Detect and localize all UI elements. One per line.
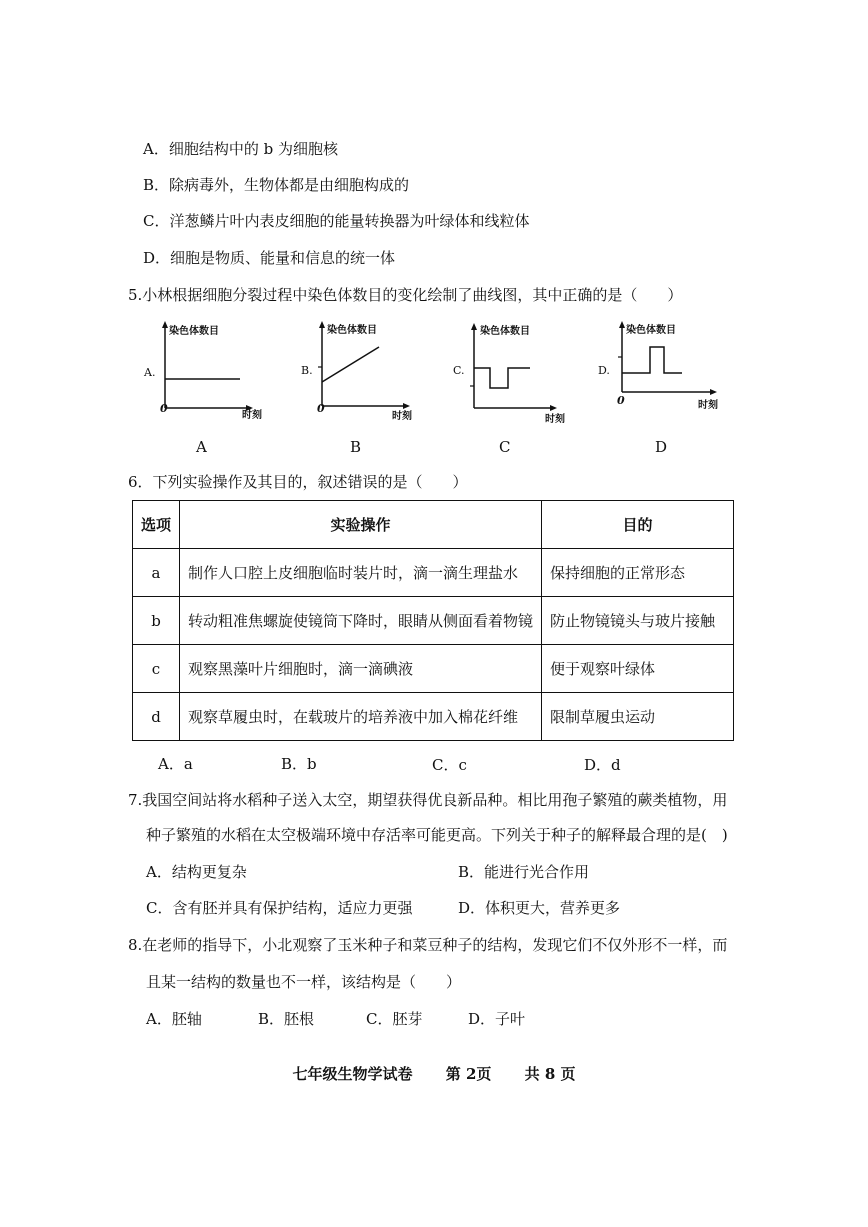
q4-option-d: D．细胞是物质、能量和信息的统一体 — [143, 249, 396, 267]
graph-b-x-label: 时刻 — [392, 411, 412, 422]
graph-d-origin: 0 — [617, 394, 625, 407]
table-header-row — [133, 501, 734, 549]
q4-option-b: B．除病毒外，生物体都是由细胞构成的 — [143, 176, 410, 194]
q4-option-c: C．洋葱鳞片叶内表皮细胞的能量转换器为叶绿体和线粒体 — [143, 212, 530, 230]
graph-d — [598, 320, 728, 420]
q7-option-b: B．能进行光合作用 — [458, 863, 590, 881]
q6-option-b: B．b — [281, 755, 317, 773]
table-cell-operation: 制作人口腔上皮细胞临时装片时，滴一滴生理盐水 — [180, 549, 542, 597]
graph-b — [297, 320, 427, 420]
footer-total-pages: 共 8 页 — [524, 1065, 576, 1083]
q8-option-b: B．胚根 — [258, 1010, 315, 1028]
q6-table — [132, 500, 734, 741]
q7-stem-line1: 7.我国空间站将水稻种子送入太空，期望获得优良新品种。相比用孢子繁殖的蕨类植物，用 — [128, 791, 728, 809]
table-cell-operation: 观察黑藻叶片细胞时，滴一滴碘液 — [180, 645, 542, 693]
table-row — [133, 549, 734, 597]
graph-c-plot — [452, 322, 582, 422]
q6-stem: 6．下列实验操作及其目的，叙述错误的是（ ） — [128, 473, 468, 491]
graph-a-label: A. — [144, 366, 156, 379]
table-cell-purpose: 保持细胞的正常形态 — [542, 549, 734, 597]
table-cell-option: b — [133, 597, 180, 645]
graph-a — [140, 320, 270, 420]
q7-option-d: D．体积更大，营养更多 — [458, 899, 621, 917]
table-cell-option: d — [133, 693, 180, 741]
graph-a-y-label: 染色体数目 — [169, 326, 219, 337]
q4-option-a: A．细胞结构中的 b 为细胞核 — [143, 140, 338, 158]
graph-a-x-label: 时刻 — [242, 410, 262, 421]
q6-option-a: A．a — [158, 755, 193, 773]
table-cell-operation: 转动粗准焦螺旋使镜筒下降时，眼睛从侧面看着物镜 — [180, 597, 542, 645]
q6-option-d: D．d — [584, 756, 621, 774]
table-row — [133, 645, 734, 693]
q5-stem: 5.小林根据细胞分裂过程中染色体数目的变化绘制了曲线图，其中正确的是（ ） — [128, 286, 683, 304]
table-cell-purpose: 防止物镜镜头与玻片接触 — [542, 597, 734, 645]
q7-option-a: A．结构更复杂 — [146, 863, 247, 881]
q8-option-c: C．胚芽 — [366, 1010, 423, 1028]
footer-title: 七年级生物学试卷 — [292, 1065, 413, 1083]
graph-a-caption: A — [196, 438, 207, 456]
table-row — [133, 693, 734, 741]
q7-stem-line2: 种子繁殖的水稻在太空极端环境中存活率可能更高。下列关于种子的解释最合理的是( ) — [146, 826, 728, 844]
graph-d-x-label: 时刻 — [698, 400, 718, 411]
q8-option-d: D．子叶 — [468, 1010, 526, 1028]
graph-c-y-label: 染色体数目 — [480, 326, 530, 337]
graph-c — [452, 322, 582, 425]
table-cell-operation: 观察草履虫时，在载玻片的培养液中加入棉花纤维 — [180, 693, 542, 741]
graph-b-y-label: 染色体数目 — [327, 325, 377, 336]
graph-b-caption: B — [350, 438, 362, 456]
table-row — [133, 597, 734, 645]
table-header-option: 选项 — [133, 501, 180, 549]
table-header-operation: 实验操作 — [180, 501, 542, 549]
q8-stem-line2: 且某一结构的数量也不一样，该结构是（ ） — [146, 973, 462, 991]
graph-d-caption: D — [655, 438, 668, 456]
q8-option-a: A．胚轴 — [146, 1010, 202, 1028]
q8-stem-line1: 8.在老师的指导下，小北观察了玉米种子和菜豆种子的结构，发现它们不仅外形不一样，而 — [128, 936, 728, 954]
graph-b-origin: 0 — [317, 402, 325, 415]
graph-c-caption: C — [499, 438, 511, 456]
q7-option-c: C．含有胚并具有保护结构，适应力更强 — [146, 899, 413, 917]
graph-c-x-label: 时刻 — [545, 414, 565, 425]
q6-option-c: C．c — [432, 756, 467, 774]
table-cell-option: a — [133, 549, 180, 597]
table-cell-option: c — [133, 645, 180, 693]
page-footer — [0, 1063, 868, 1084]
graph-a-origin: 0 — [160, 402, 168, 415]
table-cell-purpose: 限制草履虫运动 — [542, 693, 734, 741]
graph-c-label: C. — [453, 364, 465, 377]
graph-d-label: D. — [598, 364, 610, 377]
graph-d-y-label: 染色体数目 — [626, 325, 676, 336]
graph-b-label: B. — [301, 364, 313, 377]
footer-page-number: 第 2页 — [445, 1065, 492, 1083]
table-header-purpose: 目的 — [542, 501, 734, 549]
table-cell-purpose: 便于观察叶绿体 — [542, 645, 734, 693]
